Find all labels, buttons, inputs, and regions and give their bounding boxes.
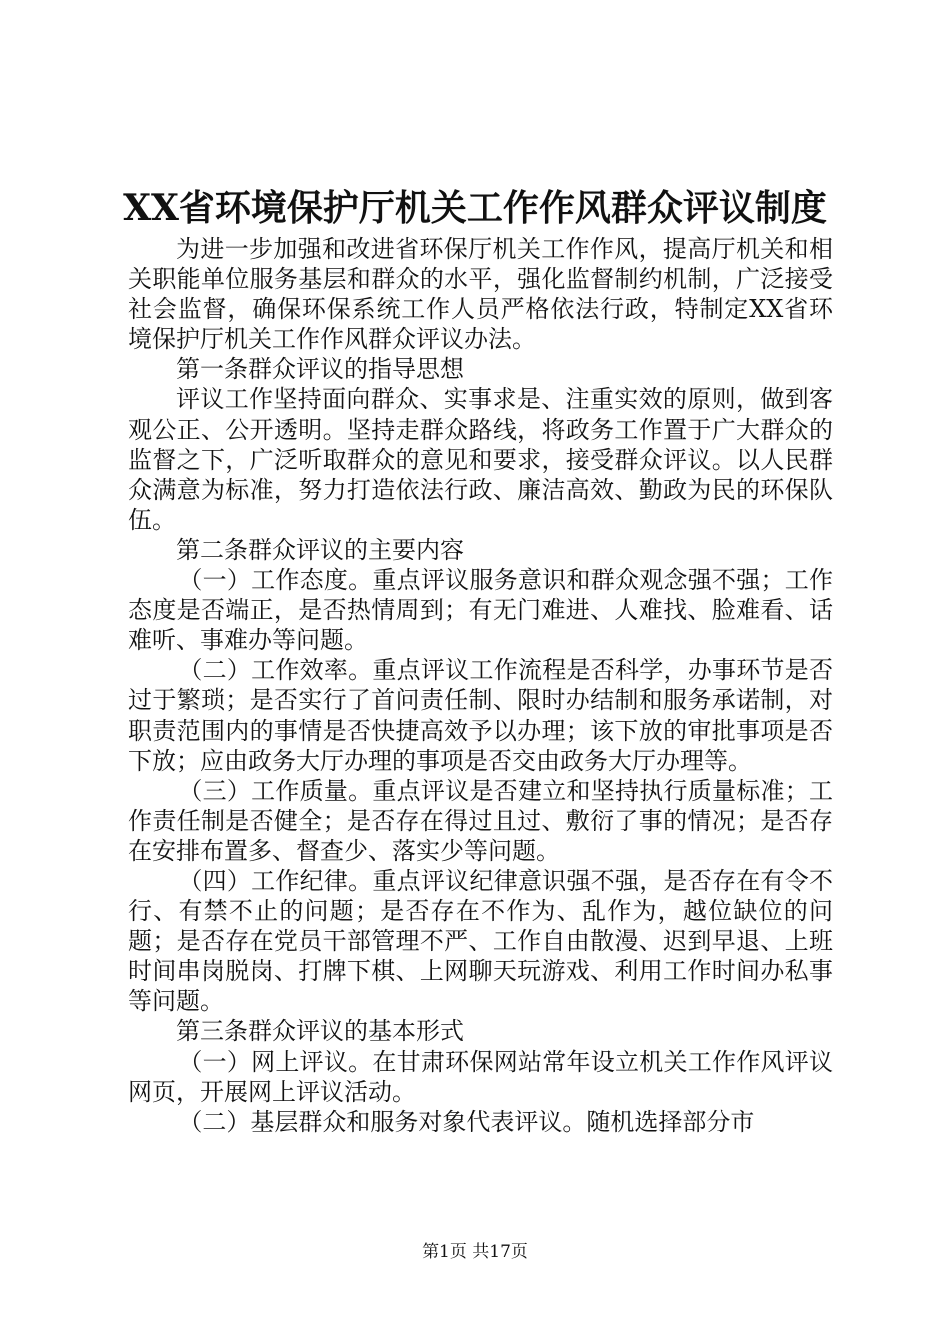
section-heading-1: 第一条群众评议的指导思想: [176, 355, 464, 384]
section-2-item-1: （一）工作态度。重点评议服务意识和群众观念强不强；工作态度是否端正，是否热情周到；有无门难进、人难找、脸难看、话难听、事难办等问题。: [128, 566, 833, 655]
document-title: XX省环境保护厅机关工作作风群众评议制度: [123, 187, 827, 229]
page-number-footer: 第1页 共17页: [422, 1242, 528, 1262]
section-2-item-2: （二）工作效率。重点评议工作流程是否科学，办事环节是否过于繁琐；是否实行了首问责任制、限时办结制和服务承诺制，对职责范围内的事情是否快捷高效予以办理；该下放的审批事项是否下放；应由政务大厅办理的事项是否交由政务大厅办理等。: [128, 656, 833, 775]
document-body: [128, 234, 833, 1137]
section-2-item-4: （四）工作纪律。重点评议纪律意识强不强，是否存在有令不行、有禁不止的问题；是否存在不作为、乱作为，越位缺位的问题；是否存在党员干部管理不严、工作自由散漫、迟到早退、上班时间串岗脱岗、打牌下棋、上网聊天玩游戏、利用工作时间办私事等问题。: [128, 866, 833, 1016]
section-3-item-2: （二）基层群众和服务对象代表评议。随机选择部分市: [178, 1107, 755, 1136]
section-heading-2: 第二条群众评议的主要内容: [176, 535, 464, 564]
section-2-item-3: （三）工作质量。重点评议是否建立和坚持执行质量标准；工作责任制是否健全；是否存在得过且过、敷衍了事的情况；是否存在安排布置多、督查少、落实少等问题。: [128, 776, 833, 865]
section-3-item-1: （一）网上评议。在甘肃环保网站常年设立机关工作作风评议网页，开展网上评议活动。: [128, 1047, 833, 1106]
intro-paragraph: 为进一步加强和改进省环保厅机关工作作风，提高厅机关和相关职能单位服务基层和群众的水平，强化监督制约机制，广泛接受社会监督，确保环保系统工作人员严格依法行政，特制定XX省环境保护厅机关工作作风群众评议办法。: [128, 235, 833, 354]
section-1-paragraph: 评议工作坚持面向群众、实事求是、注重实效的原则，做到客观公正、公开透明。坚持走群众路线，将政务工作置于广大群众的监督之下，广泛听取群众的意见和要求，接受群众评议。以人民群众满意为标准，努力打造依法行政、廉洁高效、勤政为民的环保队伍。: [128, 385, 833, 534]
section-heading-3: 第三条群众评议的基本形式: [176, 1017, 464, 1046]
